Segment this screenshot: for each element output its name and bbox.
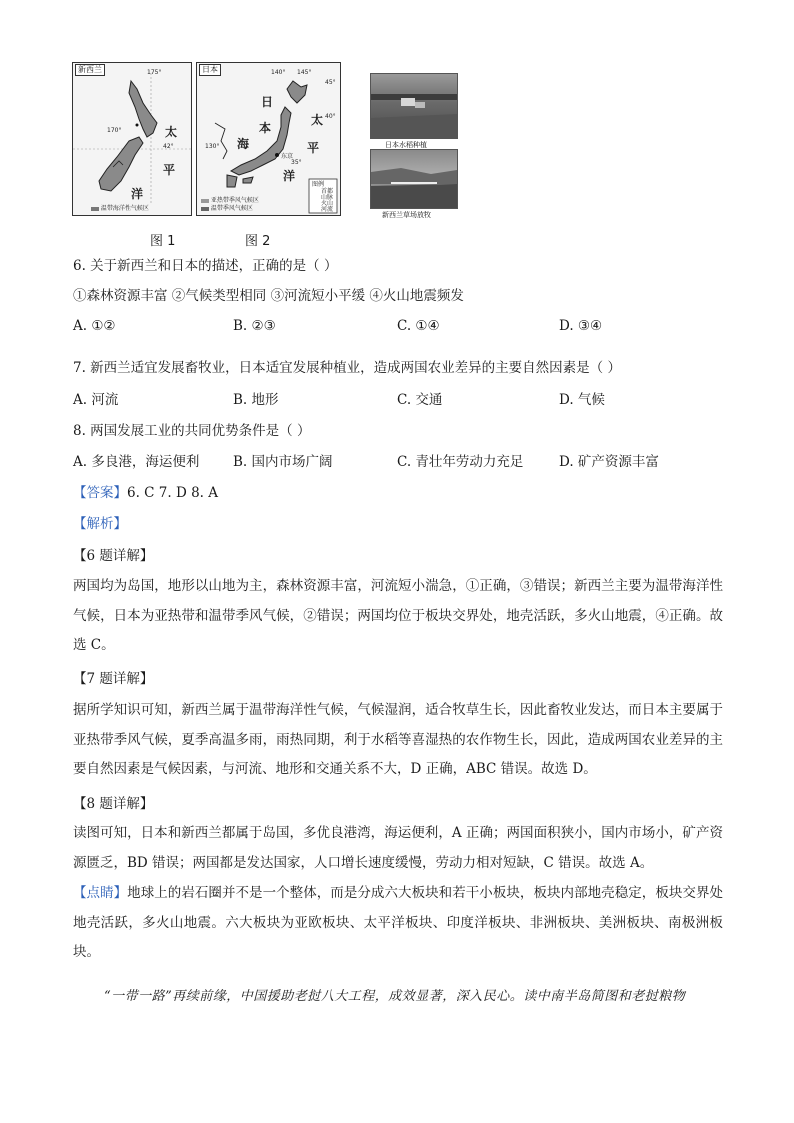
q7-stem: 7. 新西兰适宜发展畜牧业，日本适宜发展种植业，造成两国农业差异的主要自然因素是（ ） — [73, 360, 621, 376]
japan-map — [196, 62, 341, 216]
longitude-label: 130° — [205, 143, 220, 150]
map-tag-new-zealand: 新西兰 — [75, 64, 105, 76]
detail-6-body: 两国均为岛国，地形以山地为主，森林资源丰富，河流短小湍急，①正确，③错误；新西兰主要为温带海洋性气候，日本为亚热带和温带季风气候，②错误；两国均位于板块交界处，地壳活跃，多火山地震，④正确。故选 C。 — [73, 578, 723, 653]
photo-caption-nz-grazing: 新西兰草场放牧 — [382, 211, 431, 219]
q8-option-c[interactable]: C. 青壮年劳动力充足 — [397, 454, 524, 470]
map2-legend-1-text: 亚热带季风气候区 — [210, 197, 259, 204]
q6-option-d[interactable]: D. ③④ — [559, 318, 603, 334]
q6-option-a[interactable]: A. ①② — [73, 318, 116, 334]
detail-6-title: 【6 题详解】 — [73, 548, 154, 564]
legend-item-river: 河流 — [321, 206, 334, 213]
longitude-label: 175° — [147, 69, 162, 76]
land-char-ri: 日 — [261, 95, 274, 109]
q7-option-d[interactable]: D. 气候 — [559, 392, 605, 408]
sea-char-yang: 洋 — [283, 169, 296, 183]
rice-field-scene — [371, 74, 457, 138]
q6-option-b[interactable]: B. ②③ — [233, 318, 276, 334]
legend-title: 图例 — [312, 181, 325, 188]
legend-item-volcano: 火山 — [321, 200, 334, 207]
grazing-scene — [371, 150, 457, 208]
sea-char-yang: 洋 — [131, 187, 144, 201]
analysis-label: 【解析】 — [73, 516, 127, 532]
q8-stem: 8. 两国发展工业的共同优势条件是（ ） — [73, 423, 311, 439]
map1-legend-text: 温带海洋性气候区 — [100, 205, 149, 212]
latitude-label: 35° — [291, 159, 302, 166]
latitude-label: 45° — [325, 79, 336, 86]
next-question-intro: “一带一路”再续前缘，中国援助老挝八大工程，成效显著，深入民心。读中南半岛简图和老挝粮物 — [104, 989, 686, 1004]
legend-item-mountains: 山脉 — [321, 194, 334, 201]
sea-char-tai: 太 — [165, 125, 178, 139]
photo-new-zealand-grazing — [370, 149, 458, 209]
photo-japan-rice — [370, 73, 458, 139]
map2-legend-1 — [201, 197, 259, 204]
map2-legend-2 — [201, 205, 253, 212]
q8-option-a[interactable]: A. 多良港，海运便利 — [73, 454, 200, 470]
map-tag-japan: 日本 — [199, 64, 221, 76]
sea-char-ping: 平 — [163, 163, 176, 177]
longitude-label: 140° — [271, 69, 286, 76]
detail-7-title: 【7 题详解】 — [73, 671, 154, 687]
q6-stem: 6. 关于新西兰和日本的描述，正确的是（ ） — [73, 258, 338, 274]
sea-char-ping: 平 — [307, 141, 320, 155]
detail-8-body: 读图可知，日本和新西兰都属于岛国，多优良港湾，海运便利，A 正确；两国面积狭小，国内市场小，矿产资源匮乏，BD 错误；两国都是发达国家，人口增长速度缓慢，劳动力相对短缺，C 错误。故选 A。 — [73, 825, 723, 871]
figure-label-2: 图 2 — [245, 234, 271, 249]
q6-option-c[interactable]: C. ①④ — [397, 318, 440, 334]
q8-option-b[interactable]: B. 国内市场广阔 — [233, 454, 333, 470]
photo-caption-japan-rice: 日本水稻种植 — [385, 141, 427, 149]
q7-option-b[interactable]: B. 地形 — [233, 392, 279, 408]
map2-legend-2-text: 温带季风气候区 — [210, 205, 253, 212]
figure-label-1: 图 1 — [150, 234, 176, 249]
sea-char-tai: 太 — [311, 113, 324, 127]
land-char-ben: 本 — [259, 121, 272, 135]
sea-char-hai: 海 — [237, 137, 250, 151]
tip-label: 【点睛】 — [73, 885, 128, 901]
detail-7-body: 据所学知识可知，新西兰属于温带海洋性气候，气候湿润，适合牧草生长，因此畜牧业发达，而日本主要属于亚热带季风气候，夏季高温多雨，雨热同期，利于水稻等喜湿热的农作物生长，因此，造成两国农业差异的主要自然因素是气候因素，与河流、地形和交通关系不大，D 正确，ABC 错误。故选 D。 — [73, 702, 723, 777]
new-zealand-map — [72, 62, 192, 216]
answer-line — [73, 483, 218, 503]
longitude-label: 145° — [297, 69, 312, 76]
tip-paragraph — [73, 879, 723, 968]
map1-legend — [91, 205, 149, 212]
answer-text: 6. C 7. D 8. A — [127, 485, 218, 501]
answer-label: 【答案】 — [73, 485, 127, 501]
latitude-label: 42° — [163, 143, 174, 150]
detail-8-title: 【8 题详解】 — [73, 796, 154, 812]
q6-statements: ①森林资源丰富 ②气候类型相同 ③河流短小平缓 ④火山地震频发 — [73, 288, 464, 304]
latitude-label: 40° — [325, 113, 336, 120]
tip-body: 地球上的岩石圈并不是一个整体，而是分成六大板块和若干小板块，板块内部地壳稳定，板块交界处地壳活跃，多火山地震。六大板块为亚欧板块、太平洋板块、印度洋板块、非洲板块、美洲板块、南极洲板块。 — [73, 885, 724, 960]
legend-item-capital: 首都 — [321, 188, 334, 195]
city-label-tokyo: 东京 — [281, 153, 294, 160]
q8-option-d[interactable]: D. 矿产资源丰富 — [559, 454, 659, 470]
q7-option-c[interactable]: C. 交通 — [397, 392, 443, 408]
q7-option-a[interactable]: A. 河流 — [73, 392, 119, 408]
longitude-label: 170° — [107, 127, 122, 134]
